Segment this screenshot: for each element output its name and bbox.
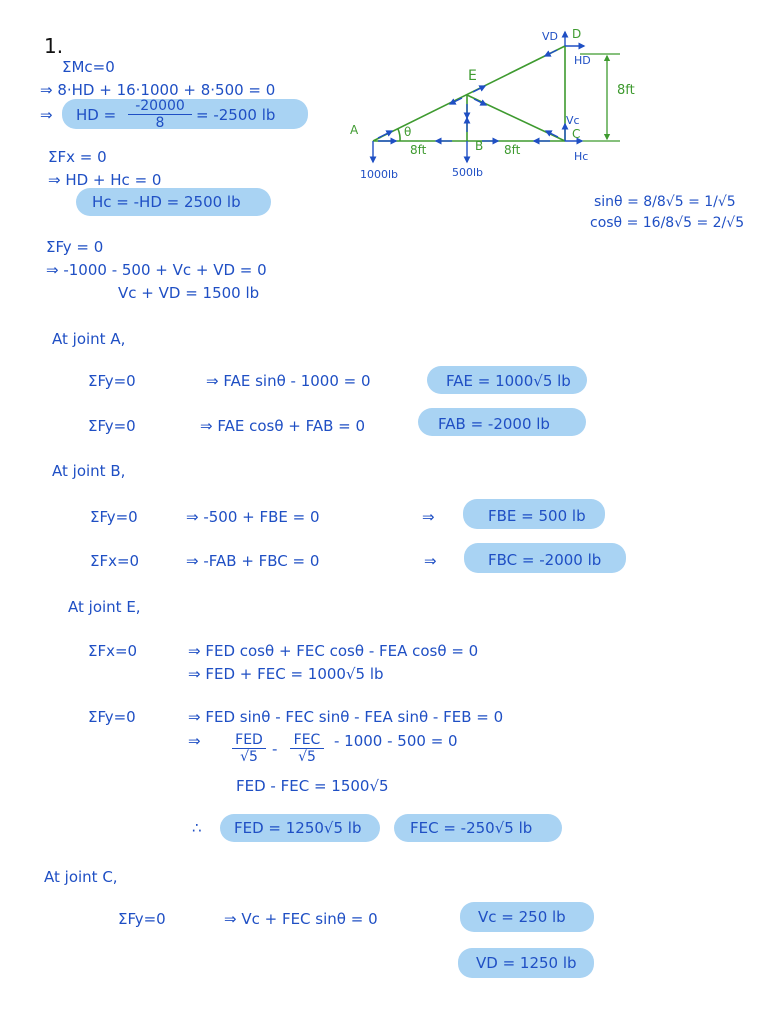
joint-e-fy-eq3: FED - FEC = 1500√5 (236, 777, 389, 795)
sum-fy-title: ΣFy = 0 (46, 238, 104, 256)
joint-b-label: B (475, 139, 484, 153)
joint-a-fy-eq: ⇒ FAE sinθ - 1000 = 0 (206, 372, 371, 390)
joint-c-label: C (572, 127, 581, 141)
joint-a-fx-label: ΣFy=0 (88, 417, 136, 435)
sum-fy-result: Vc + VD = 1500 lb (118, 284, 260, 302)
joint-b-fx-label: ΣFx=0 (90, 552, 140, 570)
joint-a-title: At joint A, (52, 330, 126, 348)
joint-e-fx-eq2: ⇒ FED + FEC = 1000√5 lb (188, 665, 384, 683)
moment-eq-line: ⇒ 8·HD + 16·1000 + 8·500 = 0 (40, 81, 276, 99)
truss-diagram (340, 20, 660, 190)
joint-e-title: At joint E, (68, 598, 141, 616)
load-b: 500lb (452, 166, 484, 179)
joint-e-label: E (468, 68, 477, 84)
moment-eq-title: ΣMc=0 (62, 58, 115, 76)
joint-c-fy-label: ΣFy=0 (118, 910, 166, 928)
sum-fx-line: ⇒ HD + Hc = 0 (48, 171, 162, 189)
load-a: 1000lb (360, 168, 399, 181)
fed-denominator: √5 (240, 749, 258, 765)
vc-result: Vc = 250 lb (478, 908, 566, 926)
hc-label: Hc (574, 150, 589, 163)
joint-c-fy-eq: ⇒ Vc + FEC sinθ = 0 (224, 910, 378, 928)
vc-label: Vc (566, 114, 580, 127)
joint-b-fy-label: ΣFy=0 (90, 508, 138, 526)
hd-arrow-label: HD (574, 54, 591, 67)
hd-label: HD = (76, 106, 117, 124)
joint-a-fy-label: ΣFy=0 (88, 372, 136, 390)
hc-result: Hc = -HD = 2500 lb (92, 193, 241, 211)
joint-c-title: At joint C, (44, 868, 118, 886)
fed-numerator: FED (232, 732, 266, 749)
dimension-ab: 8ft (410, 143, 427, 157)
fed-over-root5 (232, 732, 266, 765)
theta-label: θ (404, 125, 412, 139)
fbe-result: FBE = 500 lb (488, 507, 586, 525)
dimension-height: 8ft (617, 83, 635, 98)
therefore-symbol: ∴ (192, 819, 202, 837)
vd-result: VD = 1250 lb (476, 954, 577, 972)
moment-arrow: ⇒ (40, 106, 53, 124)
joint-b-fy-eq: ⇒ -500 + FBE = 0 (186, 508, 320, 526)
joint-b-title: At joint B, (52, 462, 126, 480)
joint-b-fx-eq: ⇒ -FAB + FBC = 0 (186, 552, 320, 570)
fae-result: FAE = 1000√5 lb (446, 372, 571, 390)
fec-result: FEC = -250√5 lb (410, 819, 533, 837)
joint-b-fx-arrow: ⇒ (424, 552, 437, 570)
frac-minus-sign: - (272, 740, 278, 758)
joint-a-label: A (350, 123, 359, 137)
dimension-lines (580, 54, 620, 141)
joint-e-fy-label: ΣFy=0 (88, 708, 136, 726)
hd-denominator: 8 (155, 115, 165, 131)
sum-fy-line: ⇒ -1000 - 500 + Vc + VD = 0 (46, 261, 267, 279)
dimension-bc: 8ft (504, 143, 521, 157)
truss-members (373, 46, 565, 141)
joint-e-fy-eq1: ⇒ FED sinθ - FEC sinθ - FEA sinθ - FEB = 0 (188, 708, 504, 726)
sum-fx-title: ΣFx = 0 (48, 148, 107, 166)
fec-over-root5 (290, 732, 324, 765)
joint-e-fy-rest: - 1000 - 500 = 0 (334, 732, 458, 750)
fab-result: FAB = -2000 lb (438, 415, 550, 433)
vd-label: VD (542, 30, 558, 43)
fed-result: FED = 1250√5 lb (234, 819, 362, 837)
joint-e-fy-arrow: ⇒ (188, 732, 201, 750)
joint-e-fx-label: ΣFx=0 (88, 642, 138, 660)
joint-b-fy-arrow: ⇒ (422, 508, 435, 526)
fec-numerator: FEC (290, 732, 324, 749)
sin-theta: sinθ = 8/8√5 = 1/√5 (594, 194, 736, 210)
joint-d-label: D (572, 27, 582, 41)
fbc-result: FBC = -2000 lb (488, 551, 602, 569)
cos-theta: cosθ = 16/8√5 = 2/√5 (590, 215, 745, 231)
joint-e-fx-eq1: ⇒ FED cosθ + FEC cosθ - FEA cosθ = 0 (188, 642, 479, 660)
hd-fraction (128, 98, 192, 131)
problem-number: 1. (44, 34, 64, 58)
joint-a-fx-eq: ⇒ FAE cosθ + FAB = 0 (200, 417, 366, 435)
hd-numerator: -20000 (128, 98, 192, 115)
fec-denominator: √5 (298, 749, 316, 765)
hd-result: = -2500 lb (196, 106, 276, 124)
